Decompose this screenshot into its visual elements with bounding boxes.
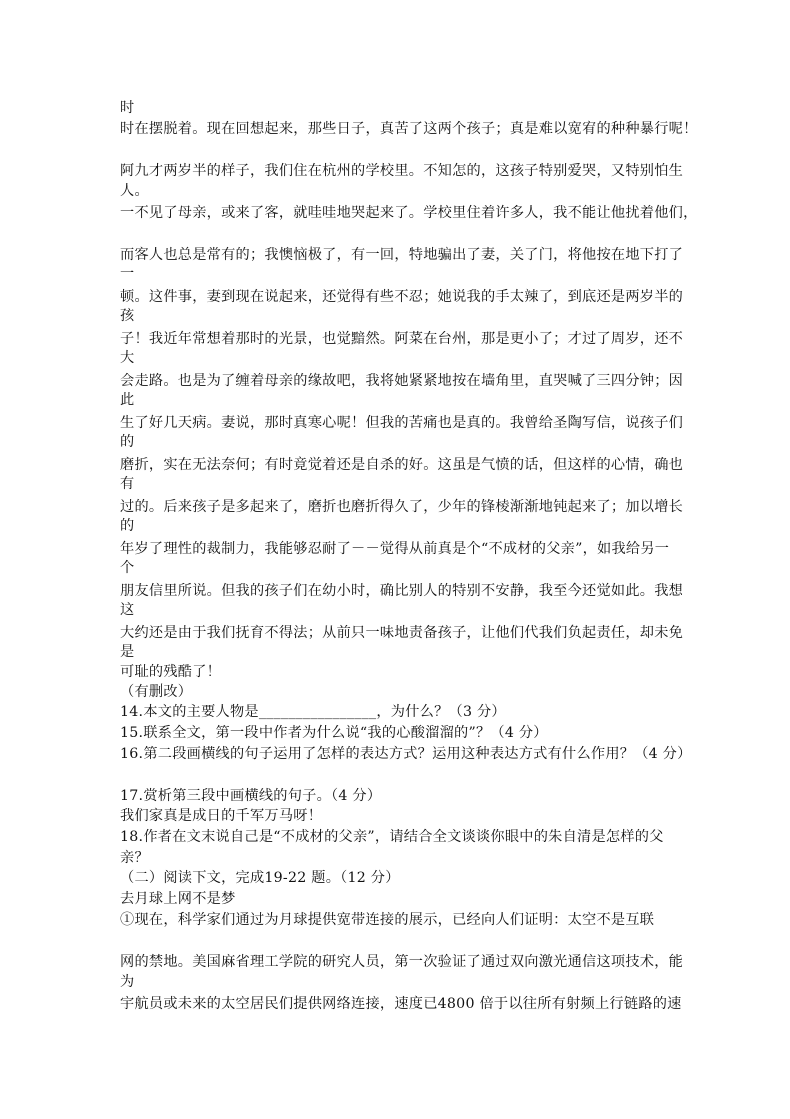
text-line: ①现在，科学家们通过为月球提供宽带连接的展示，已经向人们证明：太空不是互联 [120,912,655,928]
text-line: 会走路。也是为了缠着母亲的缘故吧，我将她紧紧地按在墙角里，直哭喊了三四分钟；因 [120,373,684,389]
text-line: 孩 [120,308,135,324]
question-17: 17.赏析第三段中画横线的句子。（4 分） [120,788,382,804]
article-title: 去月球上网不是梦 [120,891,236,907]
text-line: 是 [120,644,135,660]
text-line: 可耻的残酷了！ [120,664,222,680]
text-line: 时在摆脱着。现在回想起来，那些日子，真苦了这两个孩子；真是难以宽宥的种种暴行呢！ [120,121,698,137]
question-18-cont: 亲？ [120,850,149,866]
text-line: 顿。这件事，妻到现在说起来，还觉得有些不忍；她说我的手太辣了，到底还是两岁半的 [120,289,684,305]
text-line: 网的禁地。美国麻省理工学院的研究人员，第一次验证了通过双向激光通信这项技术，能 [120,954,684,970]
text-line: 生了好几天病。妻说，那时真寒心呢！但我的苦痛也是真的。我曾给圣陶写信，说孩子们 [120,415,684,431]
text-line: 大约还是由于我们抚育不得法；从前只一味地责备孩子，让他们代我们负起责任，却未免 [120,625,684,641]
text-line: 阿九才两岁半的样子，我们住在杭州的学校里。不知怎的，这孩子特别爱哭，又特别怕生 [120,163,684,179]
text-line: 年岁了理性的裁制力，我能够忍耐了－－觉得从前真是个“不成材的父亲”，如我给另一 [120,541,670,557]
text-line: 时 [120,100,135,116]
text-line: 子！我近年常想着那时的光景，也觉黯然。阿菜在台州，那是更小了；才过了周岁，还不 [120,331,684,347]
question-18: 18.作者在文末说自己是“不成材的父亲”，请结合全文谈谈你眼中的朱自清是怎样的父 [120,829,664,845]
text-line: 过的。后来孩子是多起来了，磨折也磨折得久了，少年的锋棱渐渐地钝起来了；加以增长 [120,499,684,515]
text-line: 磨折，实在无法奈何；有时竟觉着还是自杀的好。这虽是气愤的话，但这样的心情，确也 [120,457,684,473]
source-note: （有删改） [120,684,193,700]
text-line: 一不见了母亲，或来了客，就哇哇地哭起来了。学校里住着许多人，我不能让他扰着他们， [120,205,698,221]
text-line: 的 [120,518,135,534]
text-line: 宇航员或未来的太空居民们提供网络连接，速度已4800 倍于以往所有射频上行链路的速 [120,996,682,1012]
question-14: 14.本文的主要人物是________________，为什么？（3 分） [120,704,506,720]
text-line: 人。 [120,183,149,199]
text-line: 为 [120,974,135,990]
text-line: 有 [120,476,135,492]
text-line: 的 [120,434,135,450]
question-16: 16.第二段画横线的句子运用了怎样的表达方式？运用这种表达方式有什么作用？（4 分） [120,746,692,762]
text-line: 大 [120,350,135,366]
text-line: 朋友信里所说。但我的孩子们在幼小时，确比别人的特别不安静，我至今还觉如此。我想 [120,583,684,599]
quoted-sentence: 我们家真是成日的千军万马呀！ [120,808,323,824]
section-heading: （二）阅读下文，完成19-22 题。（12 分） [120,870,400,886]
text-line: 一 [120,266,135,282]
question-15: 15.联系全文，第一段中作者为什么说“我的心酸溜溜的”？（4 分） [120,725,548,741]
text-line: 个 [120,560,135,576]
text-line: 而客人也总是常有的；我懊恼极了，有一回，特地骗出了妻，关了门，将他按在地下打了 [120,247,684,263]
text-line: 此 [120,392,135,408]
text-line: 这 [120,602,135,618]
